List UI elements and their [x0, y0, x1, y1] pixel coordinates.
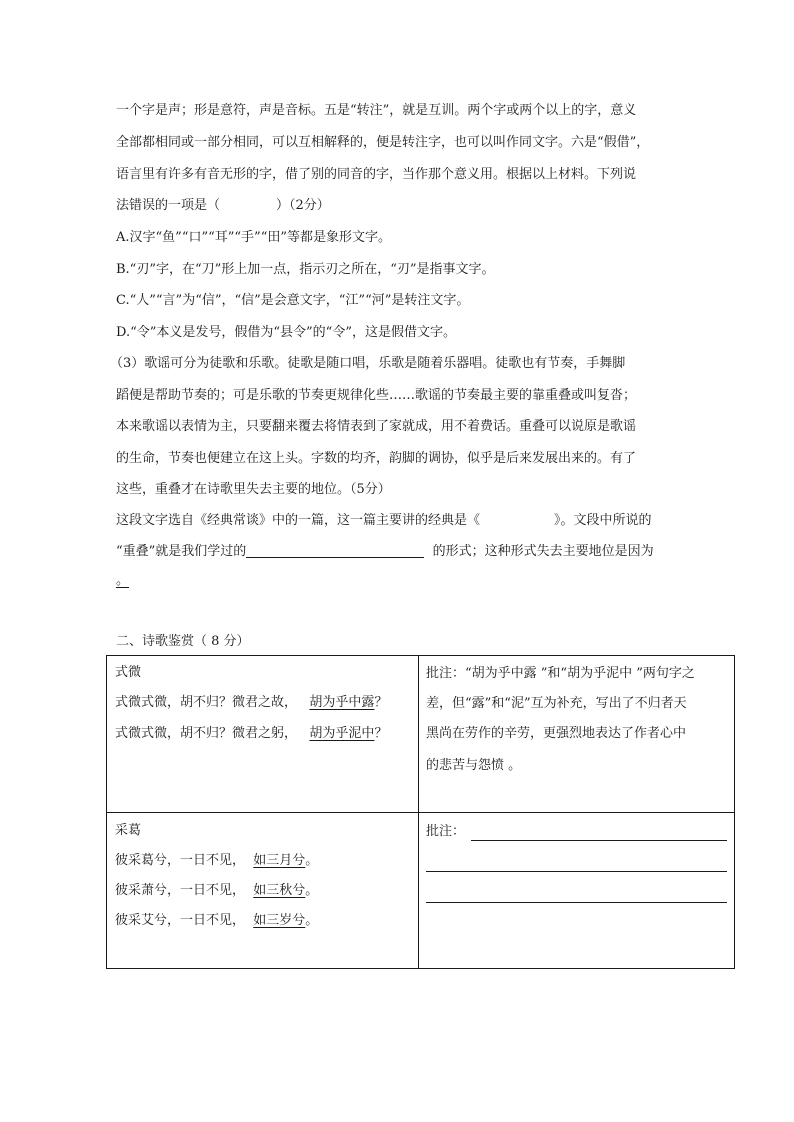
poem-1-cell [107, 656, 419, 813]
poem-2-line-1 [115, 852, 318, 870]
q3-ask-2-prefix: “重叠”就是我们学过的 [116, 544, 247, 559]
q3-line-3: 本来歌谣以表情为主，只要翻来覆去将情表到了家就成，用不着费话。重叠可以说原是歌谣 [116, 419, 637, 434]
option-d: D.“令”本义是发号，假借为“县令”的“令”，这是假借文字。 [116, 325, 456, 340]
poem-1-title: 式微 [115, 665, 142, 680]
note-answer-line-1[interactable] [471, 840, 727, 841]
poem-1-note-line-1: 批注：“胡为乎中露 ”和“胡为乎泥中 ”两句字之 [426, 666, 695, 681]
poem-2-line-1-text: 彼采葛兮，一日不见， [115, 853, 246, 868]
q3-line-4: 的生命，节奏也便建立在这上头。字数的均齐，韵脚的调协，似乎是后来发展出来的。有了 [116, 451, 637, 466]
poem-2-line-1-underlined: 如三月兮 [253, 853, 306, 868]
poem-2-title: 采葛 [115, 823, 142, 838]
question-2-stem [116, 197, 330, 215]
q3-line-5: 这些，重叠才在诗歌里失去主要的地位。（5分） [116, 482, 391, 497]
passage-line-2: 全部都相同或一部分相同，可以互相解释的，便是转注字，也可以叫作同文字。六是“假借”， [116, 135, 650, 150]
q3-ask-3 [116, 572, 129, 590]
question-stem-suffix: ）（2分） [276, 198, 330, 213]
section-2-heading: 二、诗歌鉴赏（ 8 分） [116, 634, 250, 649]
poem-2-line-2-underlined: 如三秋兮 [253, 883, 306, 898]
poem-2-cell [107, 813, 419, 969]
passage-line-3: 语言里有许多有音无形的字，借了别的同音的字，当作那个意义用。根据以上材料。下列说 [116, 167, 637, 182]
passage-line-1: 一个字是声；形是意符，声是音标。五是“转注”，就是互训。两个字或两个以上的字，意义 [116, 103, 637, 118]
poem-1-line-1-end: ？ [374, 695, 388, 710]
poem-1-line-2-end: ？ [374, 726, 388, 741]
poem-1-line-1-text: 式微式微，胡不归？微君之故， [115, 695, 298, 710]
poem-2-line-2-text: 彼采萧兮，一日不见， [115, 883, 246, 898]
poem-2-line-3-end: 。 [305, 913, 319, 928]
poem-2-line-2 [115, 882, 318, 900]
q3-line-2: 蹈便是帮助节奏的；可是乐歌的节奏更规律化些……歌谣的节奏最主要的靠重叠或叫复沓； [116, 388, 637, 403]
note-answer-line-2[interactable] [426, 871, 727, 872]
question-stem-prefix: 法错误的一项是（ [116, 198, 221, 213]
poem-2-line-3-text: 彼采艾兮，一日不见， [115, 913, 246, 928]
poem-1-line-2 [115, 725, 387, 743]
form-blank[interactable] [246, 543, 424, 558]
poem-2-note-label: 批注： [426, 824, 466, 839]
poem-table [106, 655, 735, 969]
poem-2-line-3 [115, 912, 318, 930]
poem-1-line-2-underlined: 胡为乎泥中 [309, 726, 375, 741]
poem-1-note-line-2: 差，但“露”和“泥”互为补充，写出了不归者天 [426, 696, 687, 711]
poem-2-line-3-underlined: 如三岁兮 [253, 913, 306, 928]
poem-2-line-2-end: 。 [305, 883, 319, 898]
poem-2-note-cell [419, 813, 735, 969]
poem-1-line-2-text: 式微式微，胡不归？微君之躬， [115, 726, 298, 741]
note-answer-line-3[interactable] [426, 902, 727, 903]
q3-line-1: （3）歌谣可分为徒歌和乐歌。徒歌是随口唱，乐歌是随着乐器唱。徒歌也有节奏，手舞脚 [110, 356, 626, 371]
q3-ask-1-suffix: 》。文段中所说的 [554, 513, 652, 528]
poem-1-note-cell [419, 656, 735, 813]
q3-ask-1 [116, 512, 652, 530]
poem-2-line-1-end: 。 [305, 853, 319, 868]
poem-1-note-line-4: 的悲苦与怨愤 。 [426, 758, 522, 773]
q3-ask-2-suffix: 的形式；这种形式失去主要地位是因为 [432, 544, 654, 559]
poem-1-line-1 [115, 694, 387, 712]
q3-ask-1-prefix: 这段文字选自《经典常谈》中的一篇，这一篇主要讲的经典是《 [116, 513, 481, 528]
q3-ask-2 [116, 543, 654, 561]
option-c: C.“人”“言”为“信”，“信”是会意文字，“江”“河”是转注文字。 [116, 293, 470, 308]
option-a: A.汉字“鱼”“口”“耳”“手”“田”等都是象形文字。 [116, 230, 391, 245]
reason-blank-end[interactable]: 。 [116, 573, 130, 588]
poem-1-line-1-underlined: 胡为乎中露 [309, 695, 375, 710]
poem-1-note-line-3: 黑尚在劳作的辛劳，更强烈地表达了作者心中 [426, 726, 687, 741]
option-b: B.“刃”字，在“刀”形上加一点，指示刃之所在，“刃”是指事文字。 [116, 262, 495, 277]
